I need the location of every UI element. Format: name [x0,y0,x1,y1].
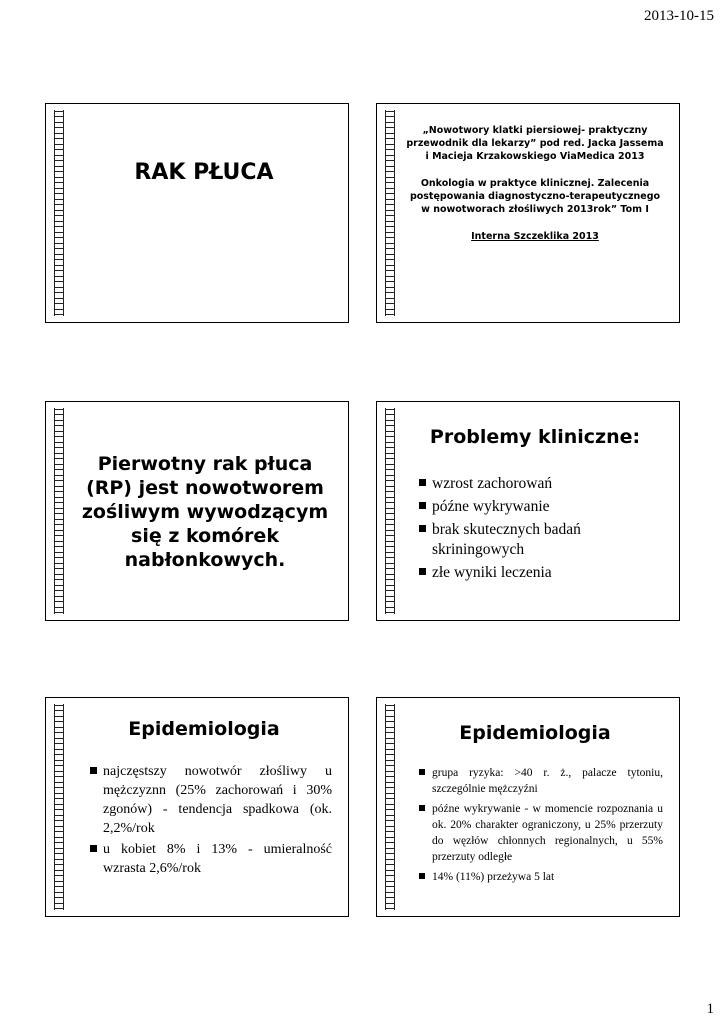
slide-title: Epidemiologia [128,718,280,740]
list-item: wzrost zachorowań [419,474,665,494]
list-item: u kobiet 8% i 13% - umieralność wzrasta 2,6%/rok [90,840,332,878]
slide-4 [376,401,680,621]
list-item: późne wykrywanie [419,497,665,517]
notes-lines [385,408,395,614]
bullet-icon [419,805,425,811]
notes-lines [385,110,395,316]
slide-6 [376,697,680,917]
slide-2 [376,103,680,323]
notes-lines [385,704,395,910]
slide-3 [45,401,349,621]
list-item: najczęstszy nowotwór złośliwy u mężczyznn (25% zachorowań i 30% zgonów) - tendencja spadkowa (ok. 2,2%/rok [90,762,332,838]
list-item: 14% (11%) przeżywa 5 lat [419,869,663,885]
slide-title: Epidemiologia [459,722,611,744]
slide-title: RAK PŁUCA [134,160,274,185]
bullet-list [90,762,332,880]
slide-5 [45,697,349,917]
bullet-icon [419,502,426,509]
bullet-icon [419,525,426,532]
reference-2: Onkologia w praktyce klinicznej. Zalecenia postępowania diagnostyczno-terapeutycznego w nowotworach złośliwych 2013rok” Tom I [409,178,661,215]
bullet-icon [419,873,425,879]
references [405,124,665,257]
notes-lines [54,408,64,614]
list-item: późne wykrywanie - w momencie rozpoznania u ok. 20% charakter ograniczony, u 25% przerzuty do węzłów chłonnych regionalnych, u 55% przerzuty odległe [419,801,663,865]
bullet-icon [90,845,97,852]
list-item: złe wyniki leczenia [419,563,665,583]
list-item: grupa ryzyka: >40 r. ż., palacze tytoniu, szczególnie mężczyźni [419,765,663,797]
bullet-icon [90,767,97,774]
slide-title: Problemy kliniczne: [429,426,641,448]
bullet-icon [419,568,426,575]
notes-lines [54,704,64,910]
reference-1: „Nowotwory klatki piersiowej- praktyczny przewodnik dla lekarzy” pod red. Jacka Jassema i Macieja Krzakowskiego ViaMedica 2013 [406,125,664,162]
list-item: brak skutecznych badań skriningowych [419,520,665,560]
bullet-list [419,765,663,889]
slide-1 [45,103,349,323]
notes-lines [54,110,64,316]
definition-text: Pierwotny rak płuca (RP) jest nowotworem zośliwym wywodzącym się z komórek nabłonkowych. [81,453,329,571]
bullet-list [419,474,665,586]
print-date: 2013-10-15 [644,8,714,24]
reference-3: Interna Szczeklika 2013 [471,231,599,242]
page-number: 1 [706,1001,714,1017]
bullet-icon [419,769,425,775]
bullet-icon [419,479,426,486]
